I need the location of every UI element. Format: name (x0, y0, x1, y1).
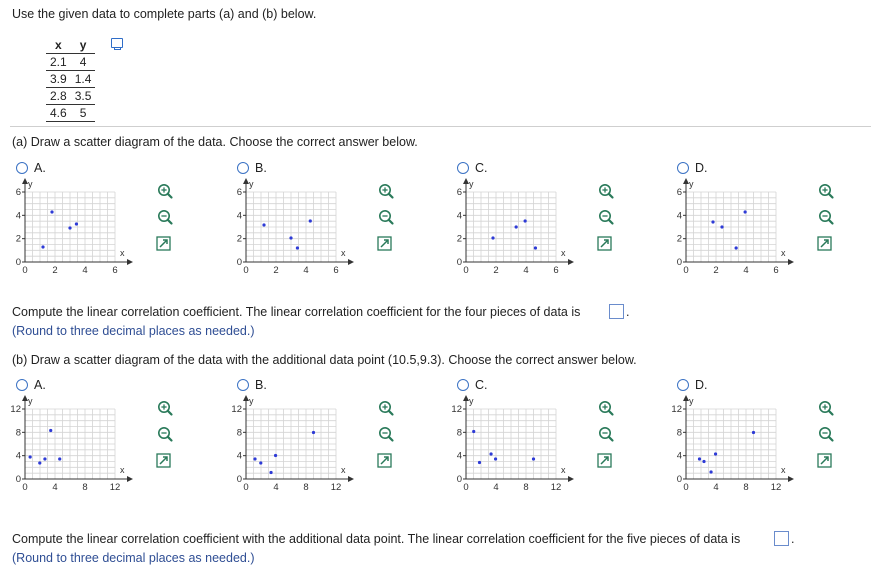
y-tick-label: 0 (456, 474, 462, 485)
y-tick-label: 0 (15, 257, 21, 268)
data-point (709, 470, 712, 473)
y-tick-label: 4 (15, 210, 21, 222)
part-a-option-a-scatter-plot (4, 180, 194, 278)
x-tick-label: 12 (330, 482, 342, 493)
data-point (269, 471, 272, 474)
data-point (50, 210, 53, 213)
y-tick-label: 8 (15, 427, 21, 439)
option-label: A. (34, 378, 46, 392)
x-tick-label: 4 (52, 482, 58, 493)
data-point (259, 461, 262, 464)
y-axis-label: y (469, 179, 474, 189)
table-cell: 5 (71, 105, 96, 122)
y-tick-label: 2 (15, 233, 21, 245)
x-axis-label: x (341, 465, 346, 475)
radio-button[interactable] (237, 162, 249, 174)
x-axis-label: x (561, 248, 566, 258)
y-tick-label: 4 (456, 450, 462, 462)
x-tick-label: 8 (303, 482, 309, 493)
zoom-out-icon[interactable] (159, 211, 172, 224)
zoom-in-icon[interactable] (159, 185, 172, 198)
x-tick-label: 4 (523, 265, 529, 276)
expand-icon[interactable] (378, 454, 391, 467)
data-point (735, 246, 738, 249)
part-b-option-b-radio[interactable] (237, 376, 267, 394)
data-point (289, 236, 292, 239)
option-label: D. (695, 161, 708, 175)
option-label: A. (34, 161, 46, 175)
expand-icon[interactable] (157, 454, 170, 467)
copy-data-icon[interactable] (111, 38, 123, 48)
data-point (744, 210, 747, 213)
zoom-out-icon[interactable] (600, 428, 613, 441)
y-tick-label: 2 (676, 233, 682, 245)
expand-icon[interactable] (598, 454, 611, 467)
x-tick-label: 4 (713, 482, 719, 493)
radio-button[interactable] (16, 379, 28, 391)
part-b-option-d-radio[interactable] (677, 376, 708, 394)
zoom-out-icon[interactable] (820, 211, 833, 224)
data-point (711, 220, 714, 223)
part-a-option-b-radio[interactable] (237, 159, 267, 177)
zoom-in-icon[interactable] (820, 185, 833, 198)
x-axis-label: x (341, 248, 346, 258)
table-cell: 4.6 (46, 105, 71, 122)
part-a-prompt: (a) Draw a scatter diagram of the data. Choose the correct answer below. (12, 135, 418, 149)
part-b-option-a-scatter-plot (4, 397, 194, 495)
table-row (46, 54, 95, 71)
period: . (791, 532, 795, 546)
instructions-text: Use the given data to complete parts (a) and (b) below. (12, 7, 317, 21)
data-point (29, 455, 32, 458)
data-point (75, 222, 78, 225)
data-point (262, 223, 265, 226)
x-tick-label: 12 (550, 482, 562, 493)
x-tick-label: 6 (553, 265, 559, 276)
round-note-a: (Round to three decimal places as needed.) (12, 324, 255, 338)
data-point (49, 429, 52, 432)
y-tick-label: 6 (676, 187, 682, 198)
y-tick-label: 2 (236, 233, 242, 245)
y-tick-label: 6 (15, 187, 21, 198)
data-point (489, 452, 492, 455)
y-tick-label: 4 (15, 450, 21, 462)
data-point (714, 452, 717, 455)
option-label: C. (475, 161, 488, 175)
data-point (472, 430, 475, 433)
data-point (68, 226, 71, 229)
data-point (253, 457, 256, 460)
option-label: C. (475, 378, 488, 392)
expand-icon[interactable] (157, 237, 170, 250)
correlation-b-text: Compute the linear correlation coefficient with the additional data point. The linear correlation coefficient for the five pieces of data is (12, 532, 741, 546)
data-point (702, 460, 705, 463)
expand-icon[interactable] (598, 237, 611, 250)
y-axis-label: y (28, 396, 33, 406)
radio-button[interactable] (677, 379, 689, 391)
y-tick-label: 2 (456, 233, 462, 245)
radio-button[interactable] (457, 162, 469, 174)
table-cell: 2.8 (46, 88, 71, 105)
y-tick-label: 12 (10, 404, 21, 415)
data-point (296, 246, 299, 249)
table-cell: 2.1 (46, 54, 71, 71)
x-tick-label: 6 (333, 265, 339, 276)
y-axis-label: y (28, 179, 33, 189)
part-a-option-d-scatter-plot (665, 180, 855, 278)
y-tick-label: 4 (676, 450, 682, 462)
zoom-in-icon[interactable] (820, 402, 833, 415)
part-b-option-c-scatter-plot (445, 397, 635, 495)
y-tick-label: 8 (676, 427, 682, 439)
data-point (532, 457, 535, 460)
zoom-in-icon[interactable] (380, 402, 393, 415)
x-tick-label: 12 (770, 482, 782, 493)
x-tick-label: 2 (713, 265, 719, 276)
part-b-option-c-radio[interactable] (457, 376, 488, 394)
y-tick-label: 6 (236, 187, 242, 198)
y-tick-label: 0 (676, 257, 682, 268)
zoom-in-icon[interactable] (600, 185, 613, 198)
round-note-b: (Round to three decimal places as needed.) (12, 551, 255, 565)
y-tick-label: 0 (236, 474, 242, 485)
data-point (309, 219, 312, 222)
y-tick-label: 4 (236, 450, 242, 462)
expand-icon[interactable] (818, 237, 831, 250)
part-b-option-a-radio[interactable] (16, 376, 46, 394)
radio-button[interactable] (237, 379, 249, 391)
x-tick-label: 4 (743, 265, 749, 276)
table-row (46, 88, 95, 105)
x-tick-label: 4 (303, 265, 309, 276)
zoom-out-icon[interactable] (159, 428, 172, 441)
part-a-option-c-radio[interactable] (457, 159, 488, 177)
y-tick-label: 4 (456, 210, 462, 222)
zoom-out-icon[interactable] (820, 428, 833, 441)
data-point (43, 457, 46, 460)
x-tick-label: 8 (523, 482, 529, 493)
part-b-option-d-scatter-plot (665, 397, 855, 495)
x-tick-label: 6 (773, 265, 779, 276)
y-tick-label: 4 (236, 210, 242, 222)
option-label: B. (255, 161, 267, 175)
y-tick-label: 6 (456, 187, 462, 198)
x-tick-label: 0 (463, 265, 469, 276)
x-tick-label: 0 (243, 482, 249, 493)
data-point (58, 457, 61, 460)
y-tick-label: 4 (676, 210, 682, 222)
y-tick-label: 0 (456, 257, 462, 268)
data-point (38, 461, 41, 464)
data-point (698, 457, 701, 460)
data-point (41, 245, 44, 248)
x-tick-label: 0 (22, 482, 28, 493)
y-tick-label: 8 (456, 427, 462, 439)
data-point (491, 236, 494, 239)
x-tick-label: 4 (493, 482, 499, 493)
option-label: B. (255, 378, 267, 392)
divider (10, 126, 871, 127)
radio-button[interactable] (16, 162, 28, 174)
x-tick-label: 0 (243, 265, 249, 276)
y-axis-label: y (249, 179, 254, 189)
x-tick-label: 2 (273, 265, 279, 276)
x-tick-label: 12 (109, 482, 121, 493)
y-tick-label: 8 (236, 427, 242, 439)
part-a-option-c-scatter-plot (445, 180, 635, 278)
data-point (312, 431, 315, 434)
x-tick-label: 0 (683, 265, 689, 276)
y-tick-label: 0 (15, 474, 21, 485)
option-label: D. (695, 378, 708, 392)
expand-icon[interactable] (818, 454, 831, 467)
correlation-b-input[interactable] (774, 531, 789, 546)
y-axis-label: y (689, 179, 694, 189)
x-tick-label: 2 (52, 265, 58, 276)
table-cell: 1.4 (71, 71, 96, 88)
data-point (720, 225, 723, 228)
y-tick-label: 12 (671, 404, 682, 415)
data-point (494, 457, 497, 460)
x-tick-label: 8 (82, 482, 88, 493)
part-a-option-a-radio[interactable] (16, 159, 46, 177)
table-header-y: y (79, 38, 87, 52)
data-point (534, 246, 537, 249)
zoom-in-icon[interactable] (380, 185, 393, 198)
zoom-out-icon[interactable] (380, 428, 393, 441)
y-tick-label: 0 (676, 474, 682, 485)
data-point (524, 219, 527, 222)
table-header-x: x (55, 38, 62, 52)
zoom-in-icon[interactable] (159, 402, 172, 415)
x-tick-label: 8 (743, 482, 749, 493)
x-axis-label: x (561, 465, 566, 475)
zoom-in-icon[interactable] (600, 402, 613, 415)
zoom-out-icon[interactable] (600, 211, 613, 224)
data-table (46, 37, 95, 122)
y-axis-label: y (249, 396, 254, 406)
y-tick-label: 0 (236, 257, 242, 268)
correlation-a-text: Compute the linear correlation coefficient. The linear correlation coefficient for the four pieces of data is (12, 305, 581, 319)
x-tick-label: 0 (683, 482, 689, 493)
x-tick-label: 0 (463, 482, 469, 493)
data-point (752, 431, 755, 434)
part-b-prompt: (b) Draw a scatter diagram of the data with the additional data point (10.5,9.3). Choose the correct answer below. (12, 353, 637, 367)
x-tick-label: 0 (22, 265, 28, 276)
table-cell: 4 (71, 54, 96, 71)
y-tick-label: 12 (451, 404, 462, 415)
x-axis-label: x (120, 465, 125, 475)
part-b-option-b-scatter-plot (225, 397, 415, 495)
x-axis-label: x (781, 248, 786, 258)
data-point (274, 454, 277, 457)
table-row (46, 71, 95, 88)
period: . (626, 305, 630, 319)
x-axis-label: x (120, 248, 125, 258)
data-point (478, 461, 481, 464)
y-axis-label: y (469, 396, 474, 406)
x-tick-label: 4 (82, 265, 88, 276)
radio-button[interactable] (457, 379, 469, 391)
part-a-option-d-radio[interactable] (677, 159, 708, 177)
data-point (515, 225, 518, 228)
x-tick-label: 2 (493, 265, 499, 276)
zoom-out-icon[interactable] (380, 211, 393, 224)
x-tick-label: 4 (273, 482, 279, 493)
y-axis-label: y (689, 396, 694, 406)
part-a-option-b-scatter-plot (225, 180, 415, 278)
correlation-a-input[interactable] (609, 304, 624, 319)
table-row (46, 105, 95, 122)
expand-icon[interactable] (378, 237, 391, 250)
table-cell: 3.9 (46, 71, 71, 88)
x-axis-label: x (781, 465, 786, 475)
x-tick-label: 6 (112, 265, 118, 276)
y-tick-label: 12 (231, 404, 242, 415)
radio-button[interactable] (677, 162, 689, 174)
table-cell: 3.5 (71, 88, 96, 105)
